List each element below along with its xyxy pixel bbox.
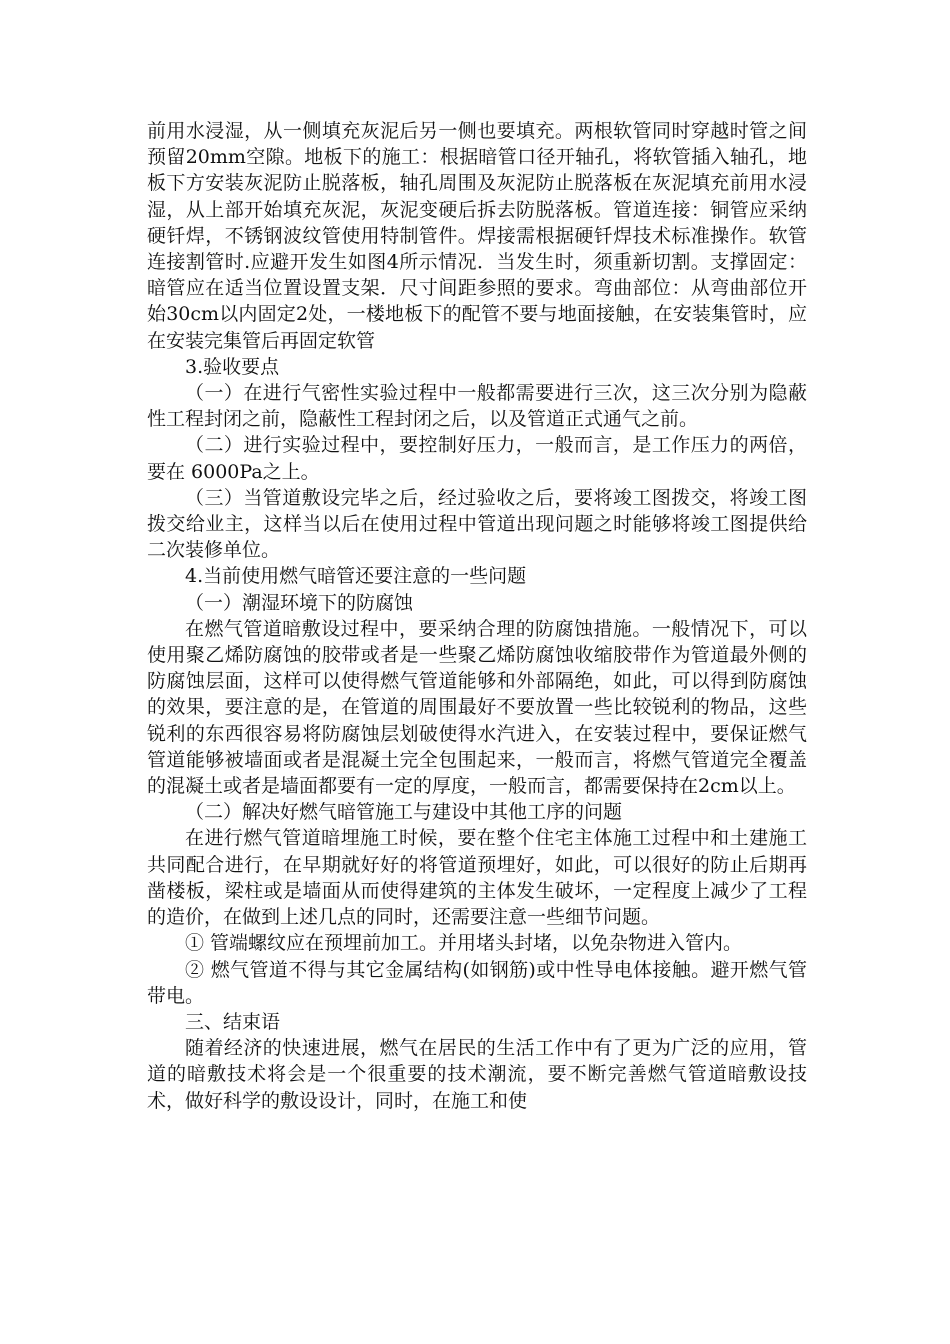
paragraph-acceptance-3: （三）当管道敷设完毕之后，经过验收之后，要将竣工图拨交，将竣工图拨交给业主，这样当以后在使用过程中管道出现问题之时能够将竣工图提供给二次装修单位。	[147, 486, 807, 562]
subheading-corrosion: （一）潮湿环境下的防腐蚀	[185, 591, 414, 614]
list-item-1: ① 管端螺纹应在预埋前加工。并用堵头封堵，以免杂物进入管内。	[185, 932, 743, 955]
document-body	[147, 118, 807, 1114]
section-heading-issues: 4.当前使用燃气暗管还要注意的一些问题	[185, 565, 527, 588]
paragraph-acceptance-2: （二）进行实验过程中，要控制好压力，一般而言，是工作压力的两倍，要在 6000Pa之上。	[147, 434, 807, 483]
paragraph-conclusion: 随着经济的快速进展，燃气在居民的生活工作中有了更为广泛的应用，管道的暗敷技术将会是一个很重要的技术潮流，要不断完善燃气管道暗敷设技术，做好科学的敷设设计，同时，在施工和使	[147, 1037, 807, 1112]
paragraph-coordination: 在进行燃气管道暗埋施工时候，要在整个住宅主体施工过程中和土建施工共同配合进行，在早期就好好的将管道预埋好，如此，可以很好的防止后期再凿楼板，梁柱或是墙面从而使得建筑的主体发生破坏，一定程度上减少了工程的造价，在做到上述几点的同时，还需要注意一些细节问题。	[147, 827, 807, 929]
subheading-coordination: （二）解决好燃气暗管施工与建设中其他工序的问题	[185, 801, 623, 824]
list-item-2: ② 燃气管道不得与其它金属结构(如钢筋)或中性导电体接触。避开燃气管带电。	[147, 958, 807, 1007]
paragraph-corrosion: 在燃气管道暗敷设过程中，要采纳合理的防腐蚀措施。一般情况下，可以使用聚乙烯防腐蚀的胶带或者是一些聚乙烯防腐蚀收缩胶带作为管道最外侧的防腐蚀层面，这样可以使得燃气管道能够和外部隔绝，如此，可以得到防腐蚀的效果，要注意的是，在管道的周围最好不要放置一些比较锐利的物品，这些锐利的东西很容易将防腐蚀层划破使得水汽进入，在安装过程中，要保证燃气管道能够被墙面或者是混凝土完全包围起来，一般而言，将燃气管道完全覆盖的混凝土或者是墙面都要有一定的厚度，一般而言，都需要保持在2cm以上。	[147, 617, 807, 798]
paragraph-continued: 前用水浸湿，从一侧填充灰泥后另一侧也要填充。两根软管同时穿越时管之间预留20mm空隙。地板下的施工：根据暗管口径开轴孔，将软管插入轴孔，地板下方安装灰泥防止脱落板，轴孔周围及灰泥防止脱落板在灰泥填充前用水浸湿，从上部开始填充灰泥，灰泥变硬后拆去防脱落板。管道连接：铜管应采纳硬钎焊，不锈钢波纹管使用特制管件。焊接需根据硬钎焊技术标准操作。软管连接割管时.应避开发生如图4所示情况．当发生时，须重新切割。支撑固定：暗管应在适当位置设置支架．尺寸间距参照的要求。弯曲部位：从弯曲部位开始30cm以内固定2处，一楼地板下的配管不要与地面接触，在安装集管时，应在安装完集管后再固定软管	[147, 120, 807, 352]
paragraph-acceptance-1: （一）在进行气密性实验过程中一般都需要进行三次，这三次分别为隐蔽性工程封闭之前，隐蔽性工程封闭之后，以及管道正式通气之前。	[147, 382, 807, 431]
section-heading-conclusion: 三、结束语	[185, 1010, 281, 1033]
section-heading-acceptance: 3.验收要点	[185, 355, 280, 378]
